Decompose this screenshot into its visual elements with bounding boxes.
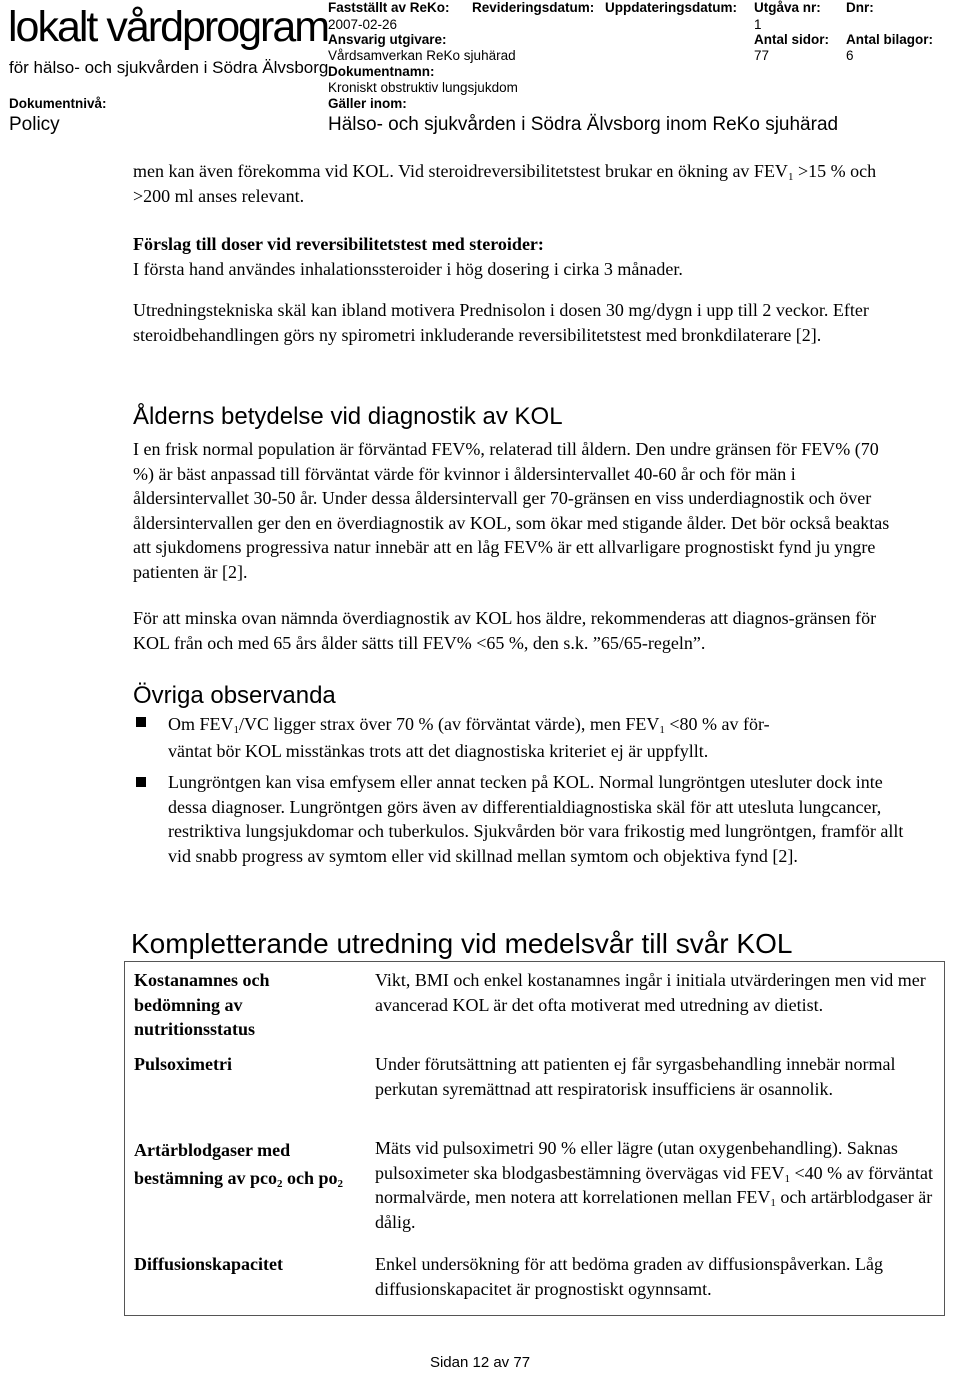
utgava-label: Utgåva nr: <box>754 0 821 15</box>
table-cell-text: Vikt, BMI och enkel kostanamnes ingår i initiala utvärderingen men vid mer avancerad KOL är det ofta motiverat med utredning av dietist. <box>375 970 926 1015</box>
table-cell-label: Kostanamnes och bedömning av nutritionsstatus <box>134 970 270 1039</box>
bullet-item-fev-vc: Om $FEV_1/VC$ ligger strax över 70 % (av förväntat värde), men $FEV_1 <80$ % av för- väntat bör KOL misstänkas trots att det diagnostiska kriteriet ej är uppfyllt. <box>168 714 770 761</box>
table-cell-text: Enkel undersökning för att bedöma graden av diffusionspåverkan. Låg diffusionskapacitet är prognostiskt ogynnsamt. <box>375 1254 884 1299</box>
dokumentnamn-label: Dokumentnamn: <box>328 64 435 79</box>
galler-value: Hälso- och sjukvården i Södra Älvsborg inom ReKo sjuhärad <box>328 114 839 135</box>
paragraph-dose-proposal: Förslag till doser vid reversibilitetstest med steroider: I första hand användes inhalationssteroider i hög dosering i cirka 3 månader. <box>133 234 683 279</box>
table-cell-label: Diffusionskapacitet <box>134 1254 284 1274</box>
heading-ovriga: Övriga observanda <box>133 682 336 709</box>
table-cell-text: Mäts vid pulsoximetri 90 % eller lägre (utan oxygenbehandling). Saknas pulsoximeter ska blodgasbestämning övervägas vid $FEV_1 <40$ % av förväntat normalvärde, men notera att korrelationen mellan $FEV_1$ och artärblodgaser är dålig. <box>375 1138 934 1232</box>
heading-alder: Ålderns betydelse vid diagnostik av KOL <box>133 403 563 430</box>
sidor-label: Antal sidor: <box>754 32 830 47</box>
paragraph-prednisolon: Utredningstekniska skäl kan ibland motivera Prednisolon i dosen 30 mg/dygn i upp till 2 veckor. Efter steroidbehandlingen görs ny spirometri inkluderande reversibilitetstest med bronkdilaterare [2]. <box>133 300 869 345</box>
table-cell-label: Artärblodgaser med bestämning av pco$_2$ och $po_2$ <box>134 1140 344 1190</box>
sidor-value: 77 <box>754 48 770 63</box>
utgava-value: 1 <box>754 17 762 32</box>
uppdat-label: Uppdateringsdatum: <box>605 0 738 15</box>
heading-kompletterande: Kompletterande utredning vid medelsvår till svår KOL <box>131 928 793 959</box>
logo-title: lokalt vårdprogram <box>8 3 329 51</box>
bullet-marker <box>136 717 146 727</box>
bilagor-value: 6 <box>846 48 854 63</box>
ansvarig-value: Vårdsamverkan ReKo sjuhärad <box>328 48 516 63</box>
dokumentnamn-value: Kroniskt obstruktiv lungsjukdom <box>328 80 518 95</box>
dose-proposal-heading: Förslag till doser vid reversibilitetstest med steroider: <box>133 234 544 254</box>
logo-subtitle: för hälso- och sjukvården i Södra Älvsborg <box>9 58 329 77</box>
page-number: Sidan 12 av 77 <box>429 1354 531 1371</box>
bilagor-label: Antal bilagor: <box>846 32 933 47</box>
fastst-label: Fastställt av ReKo: <box>328 0 450 15</box>
table-cell-text: Under förutsättning att patienten ej får syrgasbehandling innebär normal perkutan syremättnad att respiratorisk insufficiens är osannolik. <box>375 1054 896 1099</box>
dokumentniva-value: Policy <box>9 114 60 135</box>
paragraph-alder: I en frisk normal population är förväntad FEV%, relaterad till åldern. Den undre gränsen för FEV% (70 %) är bäst anpassad till förväntat värde för kvinnor i åldersintervallet 40-60 år och för män i åldersintervallet 30-50 år. Under dessa åldersintervall ger 70-gränsen en viss underdiagnostik och över åldersintervallen ger den en överdiagnostik av KOL, som ökar med stigande ålder. Det bör också beaktas att sjukdomens progressiva natur innebär att en låg FEV% är ett allvarligare prognostiskt fynd ju yngre patienten är [2]. <box>133 439 890 582</box>
date-value: 2007-02-26 <box>328 17 398 32</box>
revdat-label: Revideringsdatum: <box>472 0 595 15</box>
assessment-table <box>124 961 945 1316</box>
paragraph-overdiagnostik: För att minska ovan nämnda överdiagnostik av KOL hos äldre, rekommenderas att diagnos-gränsen för KOL från och med 65 års ålder sätts till FEV% <65 %, den s.k. ”65/65-regeln”. <box>133 608 877 653</box>
paragraph-fev-steroid: men kan även förekomma vid KOL. Vid steroidreversibilitetstest brukar en ökning av $FEV_1 >15$ % och >200 ml anses relevant. <box>133 161 877 206</box>
bullet-item-lungrontgen: Lungröntgen kan visa emfysem eller annat tecken på KOL. Normal lungröntgen utesluter dock inte dessa diagnoser. Lungröntgen görs även av differentialdiagnostiska skäl för att utesluta lungcancer, restriktiva lungsjukdomar och tuberkulos. Sjukvården bör vara frikostig med lungröntgen, framför allt vid snabb progress av symtom eller vid skillnad mellan symtom och objektiva fynd [2]. <box>168 772 904 866</box>
bullet-marker <box>136 777 146 787</box>
ansvarig-label: Ansvarig utgivare: <box>328 32 447 47</box>
dnr-label: Dnr: <box>846 0 874 15</box>
dokumentniva-label: Dokumentnivå: <box>9 96 107 111</box>
table-cell-label: Pulsoximetri <box>134 1054 232 1074</box>
galler-label: Gäller inom: <box>328 96 407 111</box>
